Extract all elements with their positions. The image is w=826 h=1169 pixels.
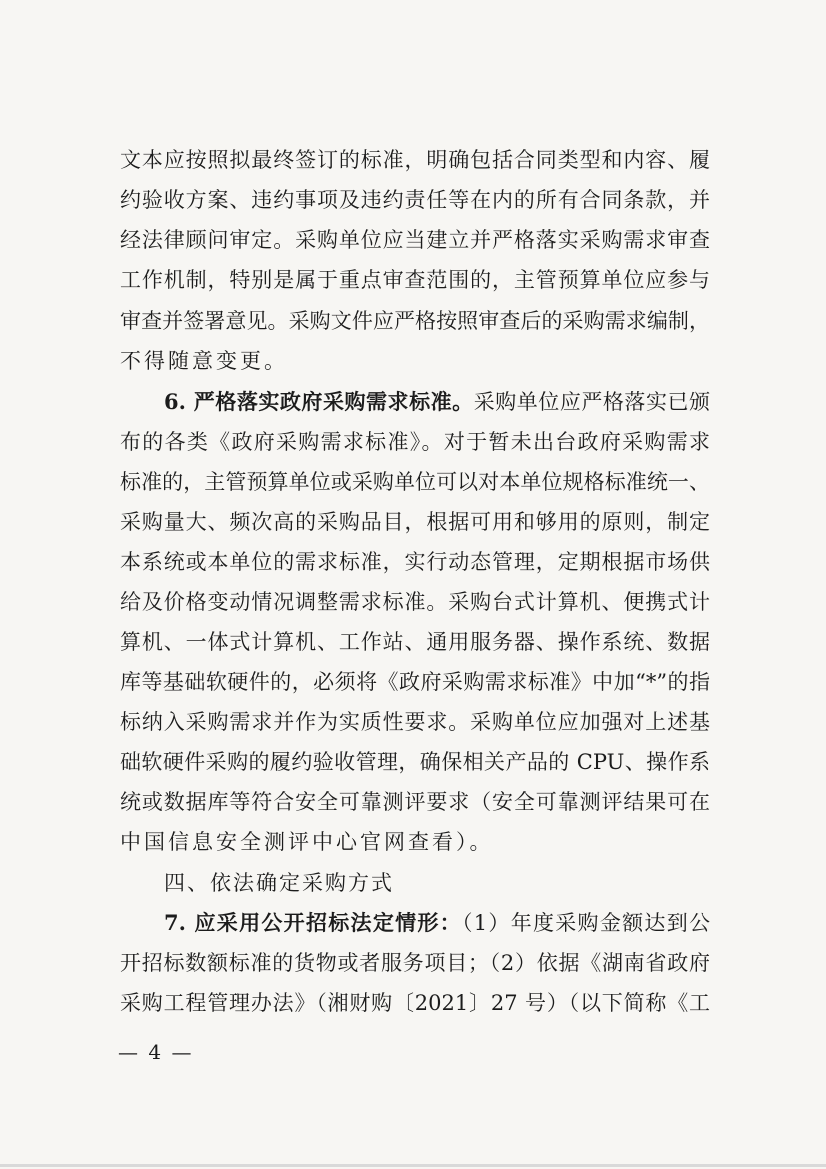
text-line: 工作机制，特别是属于重点审查范围的，主管预算单位应参与 <box>120 268 710 292</box>
text-line: 标纳入采购需求并作为实质性要求。采购单位应加强对上述基 <box>120 710 710 734</box>
text-line: 础软硬件采购的履约验收管理，确保相关产品的 CPU、操作系 <box>120 750 710 774</box>
scan-edge-divider <box>0 1164 826 1167</box>
item-7-first-line: （1）年度采购金额达到公 <box>461 911 710 935</box>
section-heading: 四、依法确定采购方式 <box>164 871 394 895</box>
text-line <box>120 908 710 938</box>
text-line: 中国信息安全测评中心官网查看）。 <box>120 830 494 854</box>
item-6-label: 6. 严格落实政府采购需求标准。 <box>164 389 474 414</box>
page-number: — 4 — <box>118 1040 194 1064</box>
text-line: 本系统或本单位的需求标准，实行动态管理，定期根据市场供 <box>120 550 710 574</box>
text-line: 采购工程管理办法》（湘财购〔2021〕27 号）（以下简称《工 <box>120 991 710 1015</box>
text-line: 统或数据库等符合安全可靠测评要求（安全可靠测评结果可在 <box>120 790 710 814</box>
text-line <box>120 387 710 417</box>
text-line: 经法律顾问审定。采购单位应当建立并严格落实采购需求审查 <box>120 228 710 252</box>
item-6-first-line: 采购单位应严格落实已颁 <box>473 390 711 414</box>
text-line: 布的各类《政府采购需求标准》。对于暂未出台政府采购需求 <box>120 430 710 454</box>
text-line: 约验收方案、违约事项及违约责任等在内的所有合同条款，并 <box>120 188 710 212</box>
text-line: 不得随意变更。 <box>120 349 288 373</box>
text-line: 开招标数额标准的货物或者服务项目；（2）依据《湖南省政府 <box>120 951 710 975</box>
text-line: 算机、一体式计算机、工作站、通用服务器、操作系统、数据 <box>120 630 710 654</box>
item-7-label: 7. 应采用公开招标法定情形： <box>164 910 462 935</box>
text-line: 文本应按照拟最终签订的标准，明确包括合同类型和内容、履 <box>120 148 710 172</box>
text-line: 库等基础软硬件的，必须将《政府采购需求标准》中加“*”的指 <box>120 670 710 694</box>
text-line: 采购量大、频次高的采购品目，根据可用和够用的原则，制定 <box>120 510 710 534</box>
text-line: 审查并签署意见。采购文件应严格按照审查后的采购需求编制， <box>120 309 710 333</box>
text-line: 给及价格变动情况调整需求标准。采购台式计算机、便携式计 <box>120 590 710 614</box>
text-line: 标准的，主管预算单位或采购单位可以对本单位规格标准统一、 <box>120 470 710 494</box>
